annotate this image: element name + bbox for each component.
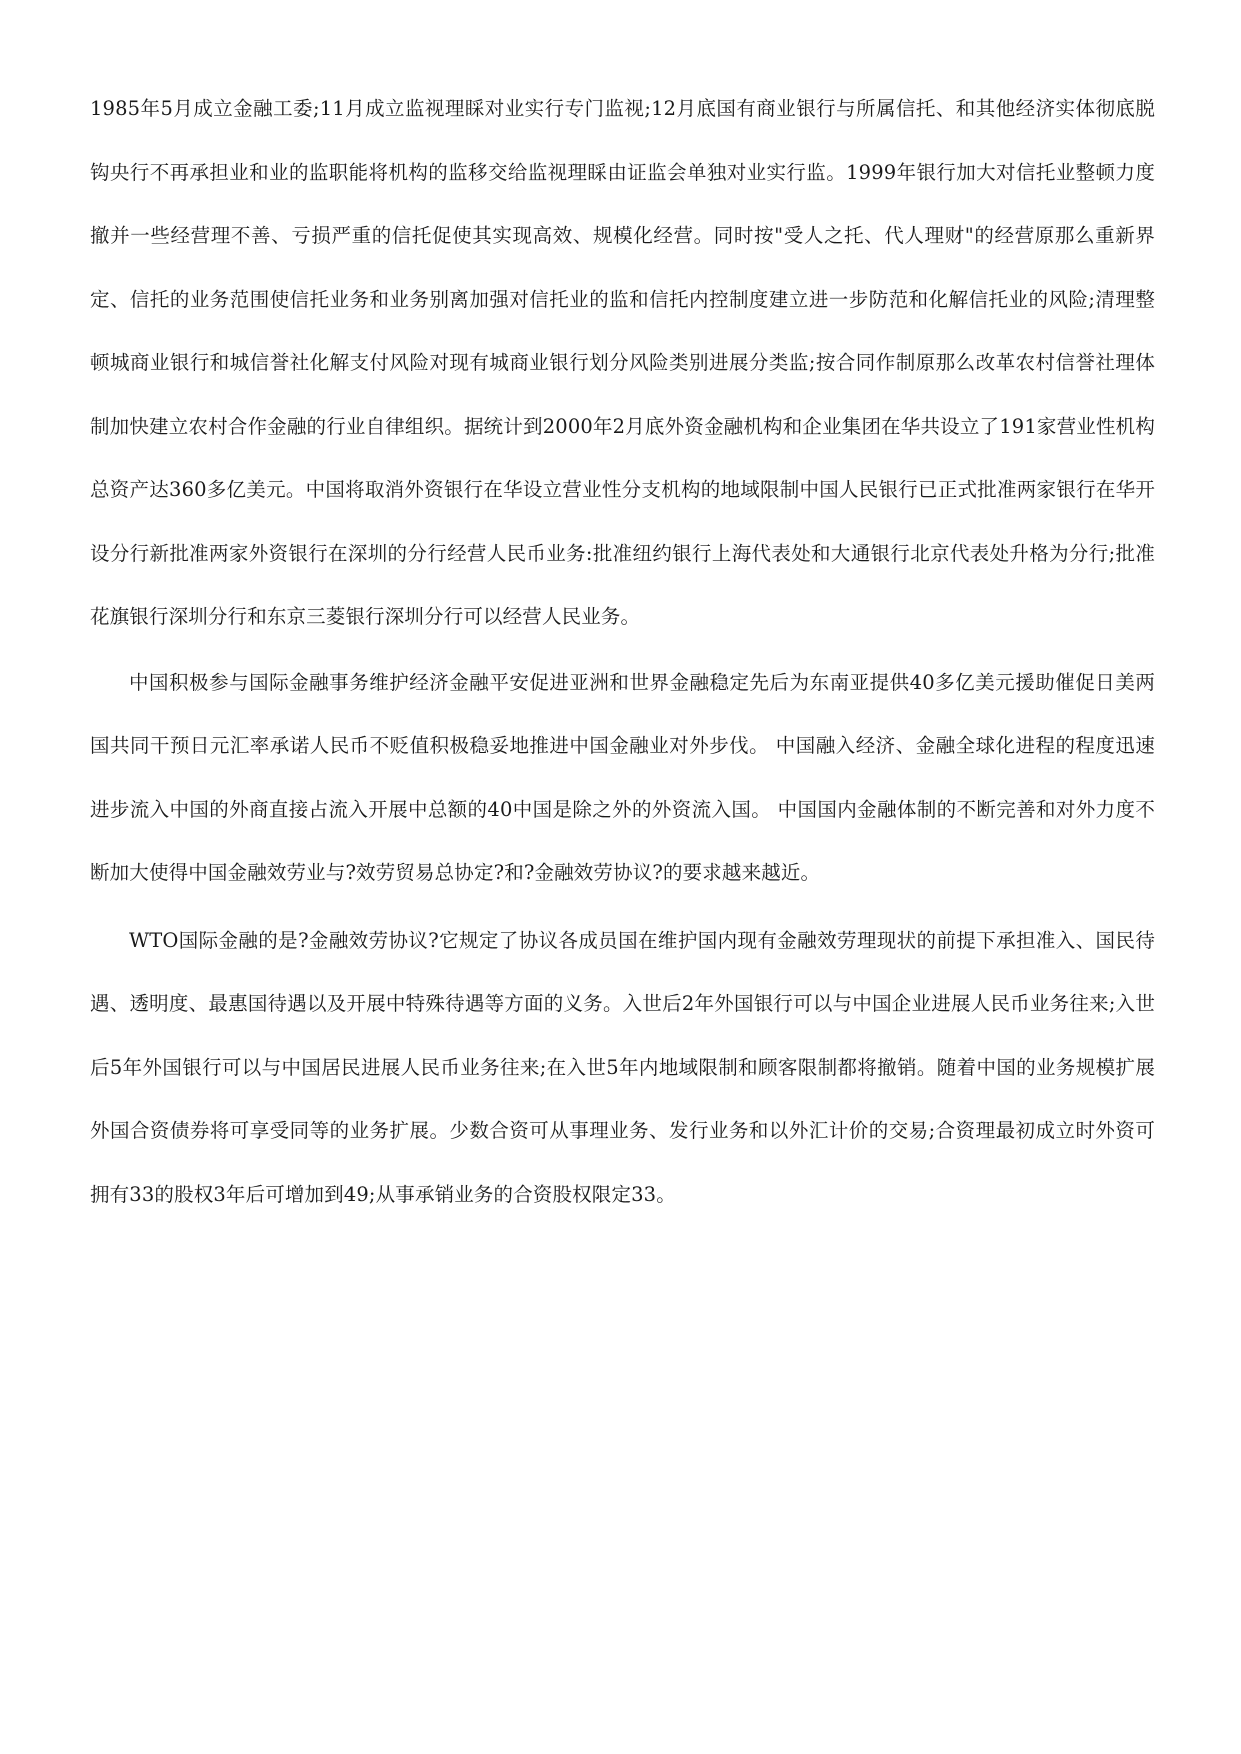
paragraph-international-financial-affairs: 中国积极参与国际金融事务维护经济金融平安促进亚洲和世界金融稳定先后为东南亚提供40多亿美元援助催促日美两国共同干预日元汇率承诺人民币不贬值积极稳妥地推进中国金融业对外步伐。 中国融入经济、金融全球化进程的程度迅速进步流入中国的外商直接占流入开展中总额的40中国是除之外的外资流入国。 中国国内金融体制的不断完善和对外力度不断加大使得中国金融效劳业与?效劳贸易总协定?和?金融效劳协议?的要求越来越近。 xyxy=(90,670,1155,884)
paragraph-financial-regulation-reform: 1985年5月成立金融工委;11月成立监视理睬对业实行专门监视;12月底国有商业银行与所属信托、和其他经济实体彻底脱钩央行不再承担业和业的监职能将机构的监移交给监视理睬由证监会单独对业实行监。1999年银行加大对信托业整顿力度撤并一些经营理不善、亏损严重的信托促使其实现高效、规模化经营。同时按"受人之托、代人理财"的经营原那么重新界定、信托的业务范围使信托业务和业务别离加强对信托业的监和信托内控制度建立进一步防范和化解信托业的风险;清理整顿城商业银行和城信誉社化解支付风险对现有城商业银行划分风险类别进展分类监;按合同作制原那么改革农村信誉社理体制加快建立农村合作金融的行业自律组织。据统计到2000年2月底外资金融机构和企业集团在华共设立了191家营业性机构总资产达360多亿美元。中国将取消外资银行在华设立营业性分支机构的地域限制中国人民银行已正式批准两家银行在华开设分行新批准两家外资银行在深圳的分行经营人民币业务:批准纽约银行上海代表处和大通银行北京代表处升格为分行;批准花旗银行深圳分行和东京三菱银行深圳分行可以经营人民业务。 xyxy=(90,97,1155,628)
paragraph-wto-financial-services-agreement: WTO国际金融的是?金融效劳协议?它规定了协议各成员国在维护国内现有金融效劳理现状的前提下承担准入、国民待遇、透明度、最惠国待遇以及开展中特殊待遇等方面的义务。入世后2年外国银行可以与中国企业进展人民币业务往来;入世后5年外国银行可以与中国居民进展人民币业务往来;在入世5年内地域限制和顾客限制都将撤销。随着中国的业务规模扩展外国合资债券将可享受同等的业务扩展。少数合资可从事理业务、发行业务和以外汇计价的交易;合资理最初成立时外资可拥有33的股权3年后可增加到49;从事承销业务的合资股权限定33。 xyxy=(90,928,1155,1206)
document-page xyxy=(90,0,1155,1754)
